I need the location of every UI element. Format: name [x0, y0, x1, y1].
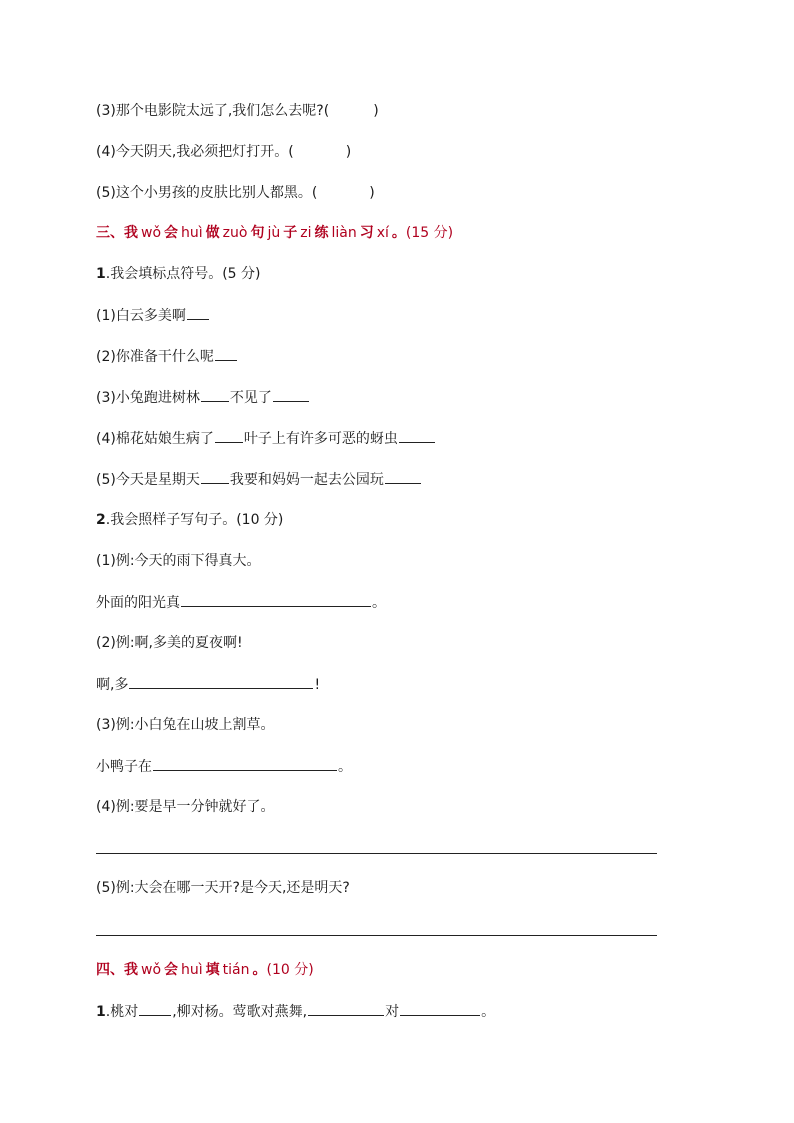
task-2-example-5: (5)例:大会在哪一天开?是今天,还是明天?	[96, 880, 350, 896]
task-2-example-2: (2)例:啊,多美的夏夜啊!	[96, 635, 243, 651]
task-1-item-1: (1)白云多美啊	[96, 305, 210, 326]
answer-line-5[interactable]	[96, 935, 657, 936]
punctuation-blank[interactable]	[201, 469, 229, 484]
task-2-example-4: (4)例:要是早一分钟就好了。	[96, 799, 275, 815]
task-1-item-4: (4)棉花姑娘生病了 叶子上有许多可恶的蚜虫	[96, 428, 436, 449]
task-1-item-3: (3)小兔跑进树林 不见了	[96, 387, 310, 408]
task-2-example-1: (1)例:今天的雨下得真大。	[96, 553, 261, 569]
punctuation-blank[interactable]	[385, 469, 421, 484]
task-2-title: 2.我会照样子写句子。(10 分)	[96, 512, 284, 528]
fill-blank[interactable]	[308, 1001, 384, 1016]
task-1-item-5: (5)今天是星期天 我要和妈妈一起去公园玩	[96, 469, 422, 490]
task-2-answer-3: 小鸭子在 。	[96, 756, 352, 777]
sentence-blank[interactable]	[153, 756, 337, 771]
q2-item-5: (5)这个小男孩的皮肤比别人都黑。( )	[96, 185, 375, 201]
sentence-blank[interactable]	[181, 592, 371, 607]
task-1-title: 1.我会填标点符号。(5 分)	[96, 266, 261, 282]
fill-blank[interactable]	[400, 1001, 480, 1016]
sentence-blank[interactable]	[129, 674, 313, 689]
task-2-answer-2: 啊,多 !	[96, 674, 320, 695]
punctuation-blank[interactable]	[273, 387, 309, 402]
punctuation-blank[interactable]	[215, 346, 237, 361]
section-3-heading: 三、我 wǒ 会 huì 做 zuò 句 jù 子 zi 练 liàn 习 xí 。(15 分)	[96, 225, 454, 241]
section-4-heading: 四、我 wǒ 会 huì 填 tián 。(10 分)	[96, 962, 314, 978]
punctuation-blank[interactable]	[215, 428, 243, 443]
punctuation-blank[interactable]	[187, 305, 209, 320]
task-2-answer-1: 外面的阳光真 。	[96, 592, 386, 613]
punctuation-blank[interactable]	[201, 387, 229, 402]
q2-item-4: (4)今天阴天,我必须把灯打开。( )	[96, 144, 352, 160]
task-1-item-2: (2)你准备干什么呢	[96, 346, 238, 367]
fill-blank[interactable]	[139, 1001, 171, 1016]
task-2-example-3: (3)例:小白兔在山坡上割草。	[96, 717, 275, 733]
q2-item-3: (3)那个电影院太远了,我们怎么去呢?( )	[96, 103, 379, 119]
section-4-task-1: 1.桃对 ,柳对杨。莺歌对燕舞, 对 。	[96, 1001, 495, 1022]
punctuation-blank[interactable]	[399, 428, 435, 443]
answer-line-4[interactable]	[96, 853, 657, 854]
